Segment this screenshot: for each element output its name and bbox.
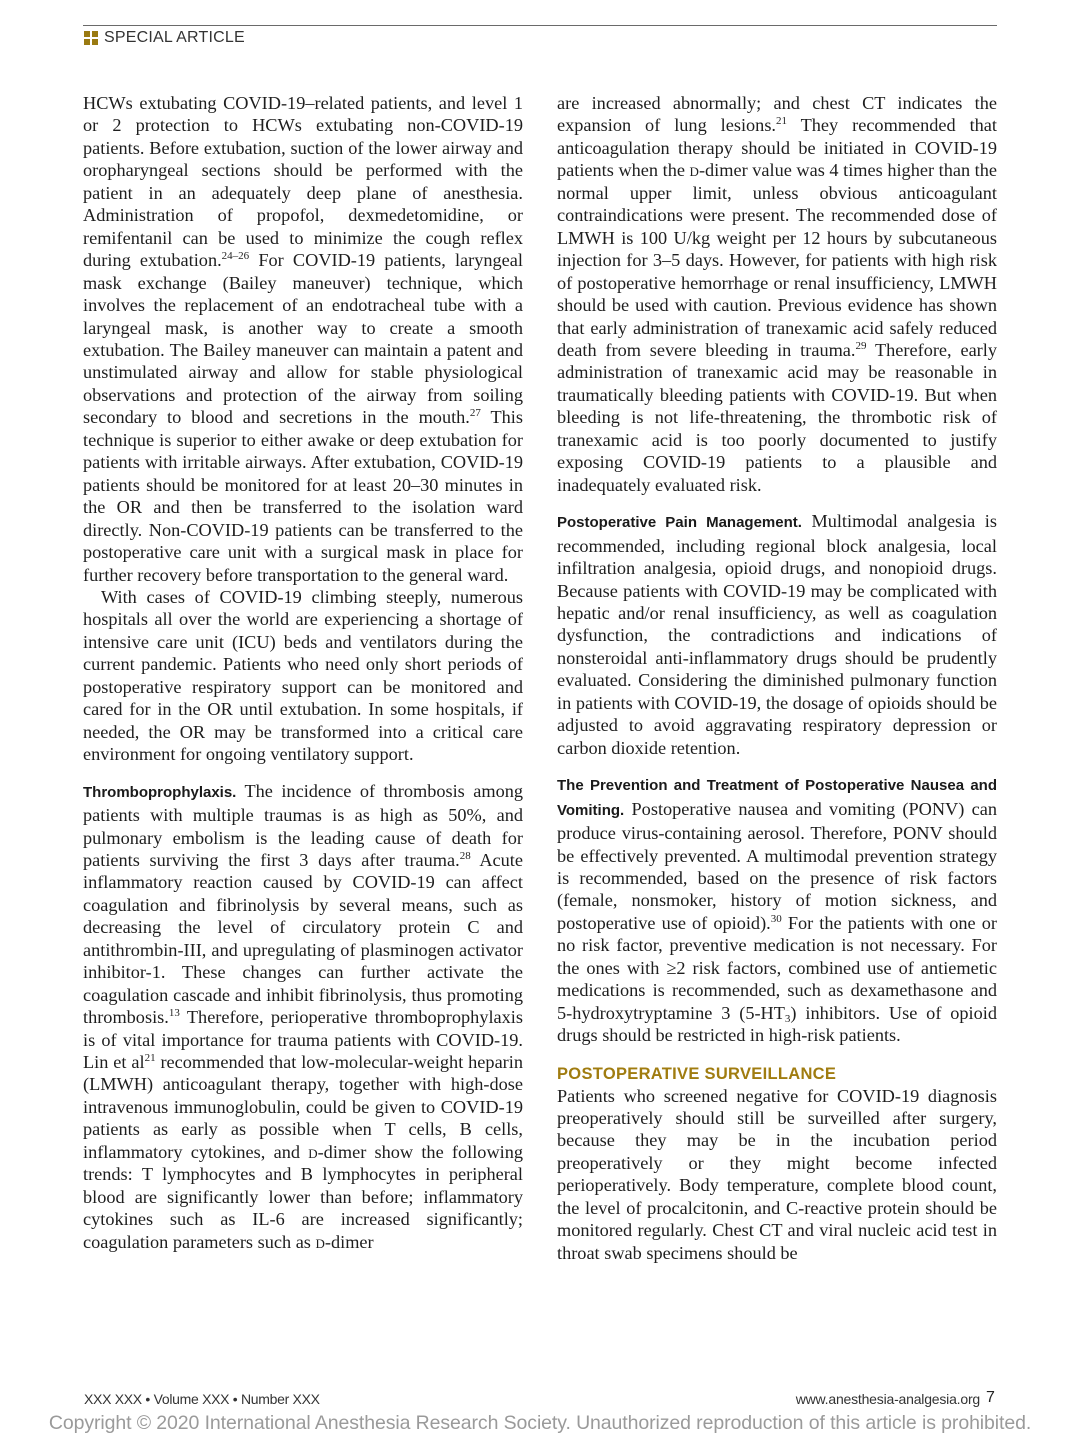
paragraph-anticoagulation xyxy=(557,92,997,496)
paragraph-surveillance: Patients who screened negative for COVID-19 diagnosis preoperatively should still be surveilled after surgery, because they may be in the incubation period preoperatively or they might become infected perioperatively. Body temperature, complete blood count, the level of procalcitonin, and C-reactive protein should be monitored regularly. Chest CT and viral nucleic acid test in throat swab specimens should be xyxy=(557,1085,997,1263)
paragraph-extubation xyxy=(83,92,523,586)
citation[interactable]: 13 xyxy=(168,1007,180,1020)
text: This technique is superior to either awake or deep extubation for patients with irritable airways. After extubation, COVID-19 patients should be monitored for at least 20–30 minutes in the OR and then be transferred to the isolation ward directly. Non-COVID-19 patients can be transferred to the postoperative care unit with a surgical mask in place for further recovery before transportation to the general ward. xyxy=(83,407,523,585)
text: Acute inflammatory reaction caused by COVID-19 can affect coagulation and fibrinolysis by several means, such as decreasing the level of circulatory protein C and antithrombin-III, and upregulating of plasminogen activator inhibitor-1. These changes can further activate the coagulation cascade and inhibit fibrinolysis, thus promoting thrombosis. xyxy=(83,849,523,1028)
journal-info: XXX XXX • Volume XXX • Number XXX xyxy=(84,1391,320,1407)
runin-heading: The Prevention and Treatment of Postoperative Nausea and Vomiting. xyxy=(557,777,997,819)
text: d xyxy=(315,1231,325,1252)
website-link[interactable]: www.anesthesia-analgesia.org xyxy=(795,1391,980,1407)
text: d xyxy=(308,1141,318,1162)
text: -dimer value was 4 times higher than the normal upper limit, unless obvious anticoagulant contraindications were present. The recommended dose of LMWH is 100 U/kg weight per 12 hours by subcutaneous injection for 3–5 days. However, for patients with high risk of postoperative hemorrhage or renal insufficiency, LMWH should be used with caution. Previous evidence has shown that early administration of tranexamic acid safely reduced death from severe bleeding in trauma. xyxy=(557,160,998,360)
citation[interactable]: 28 xyxy=(459,849,471,862)
text: -dimer show the following trends: T lymphocytes and B lymphocytes in peripheral blood are significantly lower than before; inflammatory cytokines such as IL-6 are increased significantly; coagulation parameters such as xyxy=(83,1141,524,1252)
citation[interactable]: 21 xyxy=(144,1052,156,1065)
text: recommended that low-molecular-weight heparin (LMWH) anticoagulant therapy, together with high-dose intravenous immunoglobulin, could be given to COVID-19 patients as early as possible when T cells, B cells, inflammatory cytokines, and xyxy=(83,1052,523,1162)
text: They recommended that anticoagulation therapy should be initiated in COVID-19 patients when the xyxy=(557,115,998,181)
paragraph-ponv xyxy=(557,773,997,1046)
text: -dimer xyxy=(324,1231,374,1252)
section-label: SPECIAL ARTICLE xyxy=(104,29,245,46)
text: For the patients with one or no risk factor, preventive medication is not necessary. For the ones with ≥2 risk factors, combined use of antiemetic medications is recommended, such as dexamethasone and 5-hydroxytryptamine 3 (5-HT xyxy=(557,912,997,1023)
section-grid-icon xyxy=(84,31,98,45)
runin-heading: Thromboprophylaxis. xyxy=(83,783,237,801)
right-column xyxy=(557,92,997,1264)
text: Therefore, perioperative thromboprophylaxis is of vital importance for trauma patients with COVID-19. Lin et al xyxy=(83,1007,523,1073)
section-heading-surveillance: POSTOPERATIVE SURVEILLANCE xyxy=(557,1064,837,1083)
text: HCWs extubating COVID-19–related patients, and level 1 or 2 protection to HCWs extubating non-COVID-19 patients. Before extubation, suction of the lower airway and oropharyngeal sections should be performed with the patient in an adequately deep plane of anesthesia. Administration of propofol, dexmedetomidine, or remifentanil can be used to minimize the cough reflex during extubation. xyxy=(83,93,523,271)
text: For COVID-19 patients, laryngeal mask exchange (Bailey maneuver) technique, which involves the replacement of an endotracheal tube with a laryngeal mask, is another way to create a smooth extubation. The Bailey maneuver can maintain a patent and unstimulated airway and allow for stable physiological observations and protection of the airway from soiling secondary to blood and secretions in the mouth. xyxy=(83,250,523,428)
paragraph-thromboprophylaxis xyxy=(83,780,523,1254)
header-rule xyxy=(83,25,997,26)
text: Postoperative nausea and vomiting (PONV) can produce virus-containing aerosol. Therefore, PONV should be effectively prevented. A multimodal prevention strategy is recommended, based on the presence of risk factors (female, nonsmoker, history of motion sickness, and postoperative use of opioid). xyxy=(557,798,997,933)
page-number: 7 xyxy=(986,1389,995,1406)
runin-heading: Postoperative Pain Management. xyxy=(557,514,802,532)
section-header xyxy=(84,29,245,47)
text: Therefore, early administration of tranexamic acid may be reasonable in traumatically bleeding patients with COVID-19. But when bleeding is not life-threatening, the thrombotic risk of tranexamic acid is too poorly documented to justify exposing COVID-19 patients to a plausible and inadequately evaluated risk. xyxy=(557,339,997,495)
paragraph-pain-management xyxy=(557,510,997,759)
text: are increased abnormally; and chest CT indicates the expansion of lung lesions. xyxy=(557,93,997,136)
subscript: 3 xyxy=(784,1012,791,1025)
citation[interactable]: 27 xyxy=(469,407,481,420)
paragraph-icu-shortage: With cases of COVID-19 climbing steeply, numerous hospitals all over the world are experiencing a shortage of intensive care unit (ICU) beds and ventilators during the current pandemic. Patients who need only short periods of postoperative respiratory support can be monitored and cared for in the OR until extubation. In some hospitals, if needed, the OR may be transformed into a critical care environment for ongoing ventilatory support. xyxy=(83,586,523,765)
text: ) inhibitors. Use of opioid drugs should be restricted in high-risk patients. xyxy=(557,1002,997,1046)
citation[interactable]: 30 xyxy=(770,912,782,925)
text: Multimodal analgesia is recommended, including regional block analgesia, local infiltration analgesia, opioid drugs, and nonopioid drugs. Because patients with COVID-19 may be complicated with hepatic and/or renal insufficiency, as well as coagulation dysfunction, the contradictions and indications of nonsteroidal anti-inflammatory drugs should be prudently evaluated. Considering the diminished pulmonary function in patients with COVID-19, the dosage of opioids should be adjusted to avoid aggravating respiratory depression or carbon dioxide retention. xyxy=(557,511,997,758)
copyright-notice: Copyright © 2020 International Anesthesia Research Society. Unauthorized reproduction of this article is prohibited. xyxy=(48,1412,1032,1434)
left-column xyxy=(83,92,523,1253)
citation[interactable]: 21 xyxy=(776,115,788,128)
citation[interactable]: 29 xyxy=(855,339,867,352)
text: d xyxy=(689,160,699,181)
text: The incidence of thrombosis among patients with multiple traumas is as high as 50%, and pulmonary embolism is the leading cause of death for patients surviving the first 3 days after trauma. xyxy=(83,780,523,870)
citation[interactable]: 24–26 xyxy=(221,250,250,263)
